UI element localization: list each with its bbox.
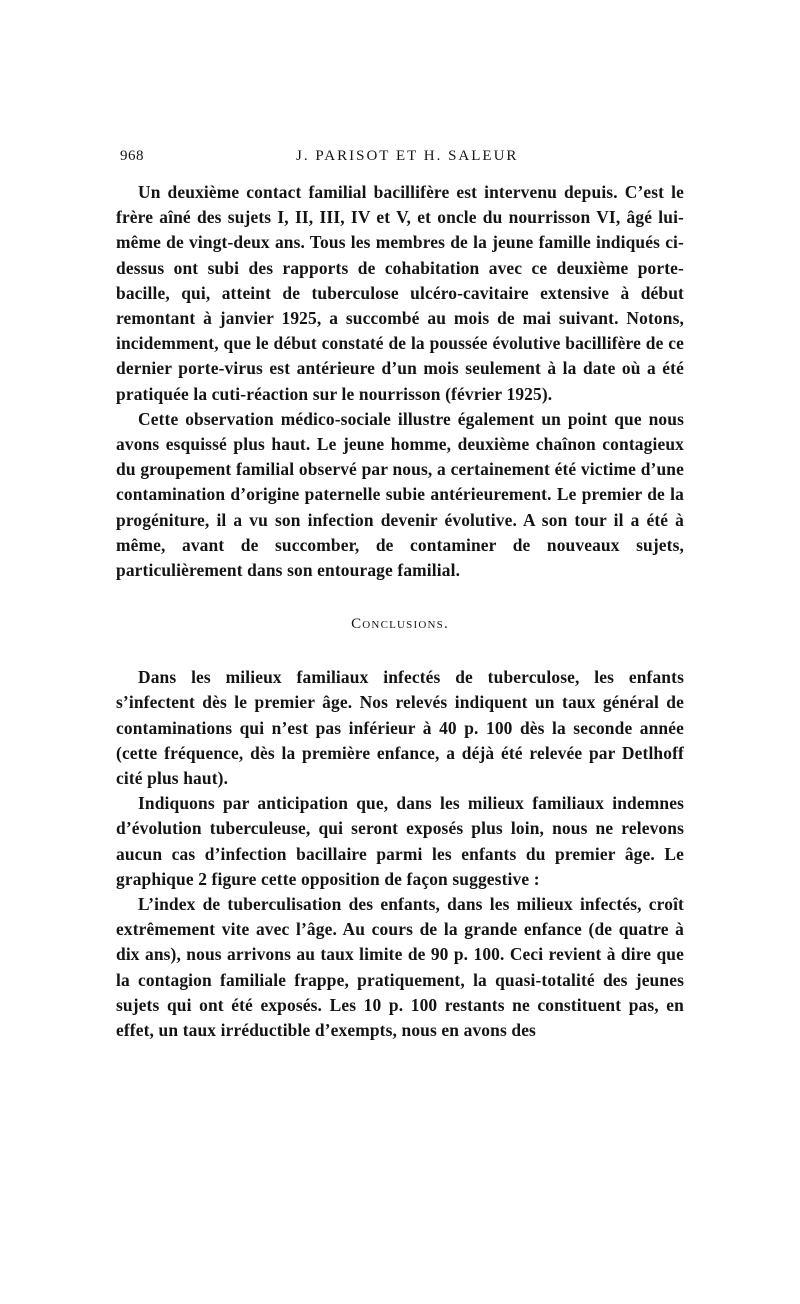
paragraph: Dans les milieux familiaux infectés de tuberculose, les enfants s’infectent dès le premier âge. Nos relevés indiquent un taux général de contaminations qui n’est pas inférieur à 40 p. 100 dès la seconde année (cette fréquence, dès la première enfance, a déjà été relevée par Detlhoff cité plus haut). xyxy=(116,667,684,789)
page-header xyxy=(116,146,682,172)
paragraph: Cette observation médico-sociale illustre également un point que nous avons esquissé plus haut. Le jeune homme, deuxième chaînon contagieux du groupement familial observé par nous, a certainement été victime d’une contamination d’origine paternelle subie antérieurement. Le premier de la progéniture, il a vu son infection devenir évolutive. A son tour il a été à même, avant de succomber, de contaminer de nouveaux sujets, particulièrement dans son entourage familial. xyxy=(116,408,684,581)
paragraph: Un deuxième contact familial bacillifère est intervenu depuis. C’est le frère aîné des sujets I, II, III, IV et V, et oncle du nourrisson VI, âgé lui-même de vingt-deux ans. Tous les membres de la jeune famille indiqués ci-dessus ont subi des rapports de cohabitation avec ce deuxième porte-bacille, qui, atteint de tuberculose ulcéro-cavitaire extensive à début remontant à janvier 1925, a succombé au mois de mai suivant. Notons, incidemment, que le début constaté de la poussée évolutive bacillifère de ce dernier porte-virus est antérieure d’un mois seulement à la date où a été pratiquée la cuti-réaction sur le nourrisson (février 1925). xyxy=(116,182,684,404)
paragraph: L’index de tuberculisation des enfants, dans les milieux infectés, croît extrêmement vite avec l’âge. Au cours de la grande enfance (de quatre à dix ans), nous arrivons au taux limite de 90 p. 100. Ceci revient à dire que la contagion familiale frappe, pratiquement, la quasi-totalité des jeunes sujets qui ont été exposés. Les 10 p. 100 restants ne constituent pas, en effet, un taux irréductible d’exempts, nous en avons des xyxy=(116,894,684,1041)
body-text xyxy=(116,180,684,1043)
running-head: J. PARISOT ET H. SALEUR xyxy=(296,148,519,164)
paragraph: Indiquons par anticipation que, dans les milieux familiaux indemnes d’évolution tuberculeuse, qui seront exposés plus loin, nous ne relevons aucun cas d’infection bacillaire parmi les enfants du premier âge. Le graphique 2 figure cette opposition de façon suggestive : xyxy=(116,793,684,889)
section-heading: Conclusions. xyxy=(351,616,449,633)
page-number: 968 xyxy=(120,148,144,164)
